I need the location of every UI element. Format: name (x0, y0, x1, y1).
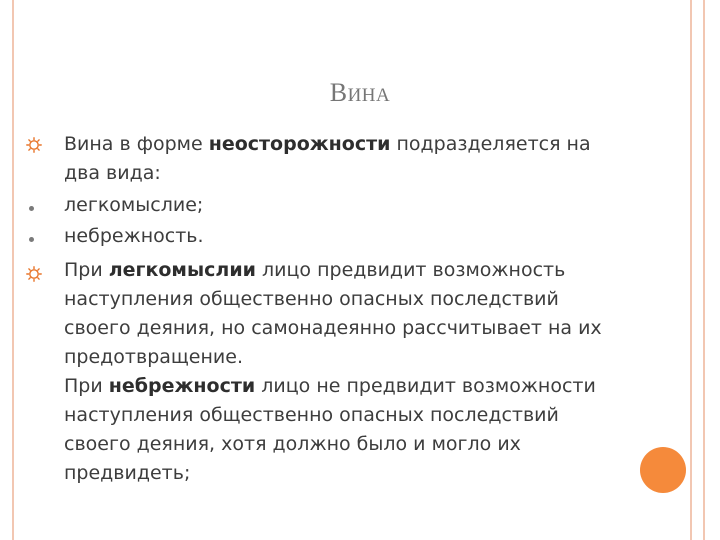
sun-bullet-icon (26, 137, 42, 157)
bullet-text-2 (64, 256, 624, 488)
bullet-1-part2: подразделяется на два вида: (64, 133, 591, 184)
slide-frame-right-outer (703, 0, 705, 540)
bullet-2-part4: лицо не предвидит возможности наступления общественно опасных последствий своего деяния, хотя должно было и могло их предвидеть; (64, 375, 596, 484)
sub-item-1: легкомыслие; (64, 194, 204, 216)
title-first-letter: В (329, 78, 348, 107)
bullet-2-part2: лицо предвидит возможность наступления общественно опасных последствий своего деяния, но самонадеянно рассчитывает на их предотвращение. (64, 259, 602, 368)
slide-frame-left (12, 0, 14, 540)
slide-title (240, 78, 480, 108)
slide-frame-right-inner (690, 0, 692, 540)
dot-bullet-icon (29, 206, 34, 211)
bullet-1-part1: Вина в форме (64, 133, 209, 155)
bullet-2-bold2: небрежности (108, 375, 256, 397)
sub-item-2: небрежность. (64, 225, 204, 247)
bullet-2-part3: При (64, 375, 109, 397)
dot-bullet-icon (29, 237, 34, 242)
sun-bullet-icon (26, 266, 42, 286)
bullet-1-bold: неосторожности (208, 133, 391, 155)
bullet-text-1 (64, 130, 624, 188)
decorative-circle (640, 447, 686, 493)
bullet-2-part1: При (64, 259, 109, 281)
bullet-2-bold1: легкомыслии (108, 259, 256, 281)
title-rest: ИНА (347, 85, 391, 106)
